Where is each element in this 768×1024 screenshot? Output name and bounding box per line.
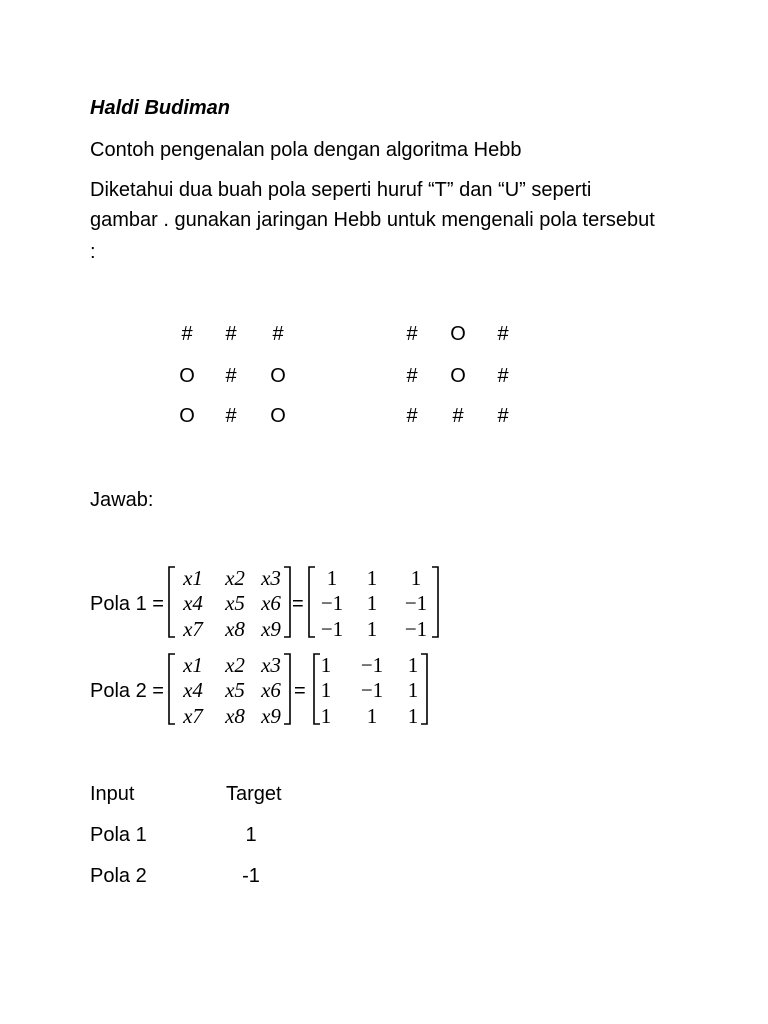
pattern-cell: # bbox=[225, 405, 237, 427]
matrix-variable: x5 bbox=[225, 678, 245, 702]
table-cell-input: Pola 2 bbox=[90, 865, 147, 887]
matrix-value: 1 bbox=[320, 653, 332, 677]
matrix-value: 1 bbox=[407, 653, 419, 677]
matrix-value: 1 bbox=[366, 566, 378, 590]
right-bracket bbox=[431, 566, 439, 638]
matrix-value: −1 bbox=[404, 617, 428, 641]
matrix-variable: x5 bbox=[225, 591, 245, 615]
pattern-cell: # bbox=[497, 405, 509, 427]
pattern-cell: O bbox=[450, 323, 466, 345]
matrix-variable: x1 bbox=[183, 653, 203, 677]
matrix-variable: x3 bbox=[261, 566, 281, 590]
matrix-value: 1 bbox=[407, 704, 419, 728]
table-cell-input: Pola 1 bbox=[90, 824, 147, 846]
matrix-variable: x7 bbox=[183, 617, 203, 641]
intro-text-line-3: : bbox=[90, 241, 96, 263]
pattern-cell: # bbox=[225, 323, 237, 345]
matrix-variable: x7 bbox=[183, 704, 203, 728]
matrix-variable: x6 bbox=[261, 591, 281, 615]
pattern-cell: # bbox=[181, 323, 193, 345]
pattern-cell: O bbox=[270, 365, 286, 387]
matrix-value: −1 bbox=[320, 617, 344, 641]
pattern-cell: # bbox=[406, 323, 418, 345]
pattern-cell: # bbox=[406, 365, 418, 387]
matrix-variable: x9 bbox=[261, 704, 281, 728]
matrix-value: −1 bbox=[360, 678, 384, 702]
pattern-cell: O bbox=[270, 405, 286, 427]
equals-sign: = bbox=[292, 593, 304, 615]
table-cell-target: -1 bbox=[242, 865, 260, 887]
intro-text-line-1: Diketahui dua buah pola seperti huruf “T” dan “U” seperti bbox=[90, 179, 592, 201]
matrix-value: 1 bbox=[320, 678, 332, 702]
intro-text-line-2: gambar . gunakan jaringan Hebb untuk mengenali pola tersebut bbox=[90, 209, 655, 231]
pattern-cell: # bbox=[497, 365, 509, 387]
matrix-value: 1 bbox=[366, 617, 378, 641]
matrix-value: 1 bbox=[366, 704, 378, 728]
author-name: Haldi Budiman bbox=[90, 97, 231, 119]
matrix-variable: x8 bbox=[225, 617, 245, 641]
matrix-variable: x8 bbox=[225, 704, 245, 728]
pattern-cell: # bbox=[272, 323, 284, 345]
matrix-value: 1 bbox=[410, 566, 422, 590]
matrix-variable: x3 bbox=[261, 653, 281, 677]
matrix-variable: x4 bbox=[183, 678, 203, 702]
right-bracket bbox=[420, 653, 428, 725]
pola-1-label: Pola 1 = bbox=[90, 593, 164, 615]
matrix-value: −1 bbox=[360, 653, 384, 677]
pola-2-label: Pola 2 = bbox=[90, 680, 164, 702]
matrix-variable: x2 bbox=[225, 566, 245, 590]
right-bracket bbox=[283, 653, 291, 725]
matrix-variable: x4 bbox=[183, 591, 203, 615]
pattern-cell: # bbox=[497, 323, 509, 345]
matrix-value: 1 bbox=[366, 591, 378, 615]
matrix-value: 1 bbox=[407, 678, 419, 702]
document-title: Contoh pengenalan pola dengan algoritma Hebb bbox=[90, 139, 522, 161]
matrix-value: 1 bbox=[320, 704, 332, 728]
right-bracket bbox=[283, 566, 291, 638]
matrix-variable: x9 bbox=[261, 617, 281, 641]
pattern-cell: O bbox=[450, 365, 466, 387]
table-cell-target: 1 bbox=[245, 824, 257, 846]
matrix-variable: x2 bbox=[225, 653, 245, 677]
answer-label: Jawab: bbox=[90, 489, 154, 511]
pattern-cell: O bbox=[179, 365, 195, 387]
table-header-target: Target bbox=[226, 783, 282, 805]
table-header-input: Input bbox=[90, 783, 135, 805]
pattern-cell: # bbox=[225, 365, 237, 387]
matrix-variable: x1 bbox=[183, 566, 203, 590]
equals-sign: = bbox=[294, 680, 306, 702]
pattern-cell: O bbox=[179, 405, 195, 427]
pattern-cell: # bbox=[452, 405, 464, 427]
matrix-value: −1 bbox=[404, 591, 428, 615]
matrix-variable: x6 bbox=[261, 678, 281, 702]
matrix-value: 1 bbox=[326, 566, 338, 590]
matrix-value: −1 bbox=[320, 591, 344, 615]
pattern-cell: # bbox=[406, 405, 418, 427]
